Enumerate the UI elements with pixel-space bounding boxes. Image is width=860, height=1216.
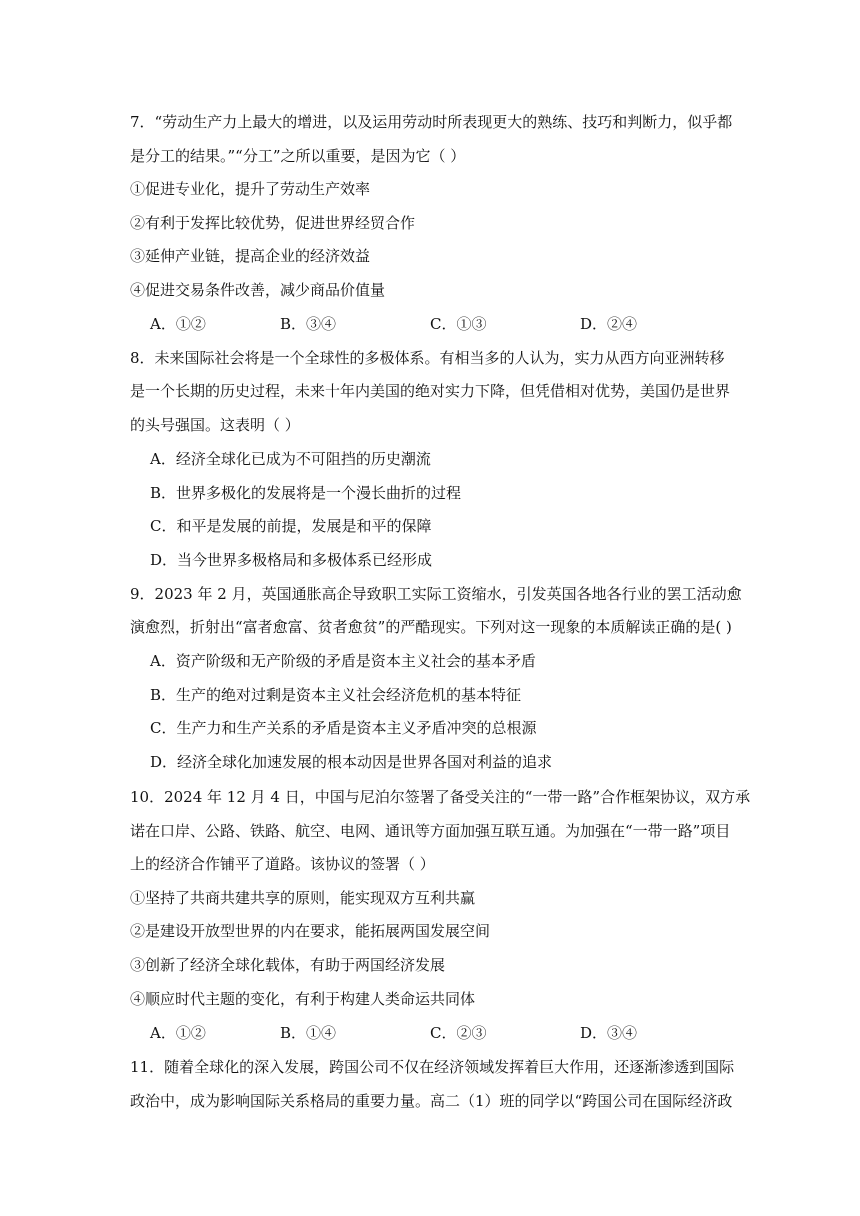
- q8-stem-line-3: 的头号强国。这表明（ ）: [130, 416, 300, 434]
- q8-stem-line-1: 8．未来国际社会将是一个全球性的多极体系。有相当多的人认为，实力从西方向亚洲转移: [130, 349, 725, 367]
- q9-stem-line-2: 演愈烈，折射出“富者愈富、贫者愈贫”的严酷现实。下列对这一现象的本质解读正确的是( ): [130, 618, 732, 636]
- q10-choice-c: C．②③: [430, 1024, 487, 1042]
- q10-choice-d: D．③④: [580, 1024, 638, 1042]
- q7-stem-line-1: 7．“劳动生产力上最大的增进，以及运用劳动时所表现更大的熟练、技巧和判断力，似乎都: [130, 113, 733, 131]
- q8-stem-line-2: 是一个长期的历史过程，未来十年内美国的绝对实力下降，但凭借相对优势，美国仍是世界: [130, 382, 731, 400]
- q7-statement-2: ②有利于发挥比较优势，促进世界经贸合作: [130, 214, 416, 232]
- q8-option-d: D．当今世界多极格局和多极体系已经形成: [150, 551, 433, 569]
- q9-option-d: D．经济全球化加速发展的根本动因是世界各国对利益的追求: [150, 753, 553, 771]
- q7-statement-4: ④促进交易条件改善，减少商品价值量: [130, 281, 386, 299]
- q8-option-c: C．和平是发展的前提，发展是和平的保障: [150, 517, 432, 535]
- q11-stem-line-1: 11．随着全球化的深入发展，跨国公司不仅在经济领域发挥着巨大作用，还逐渐渗透到国际: [130, 1058, 735, 1076]
- q7-statement-3: ③延伸产业链，提高企业的经济效益: [130, 247, 371, 265]
- q10-statement-1: ①坚持了共商共建共享的原则，能实现双方互利共赢: [130, 889, 476, 907]
- q9-option-c: C．生产力和生产关系的矛盾是资本主义矛盾冲突的总根源: [150, 719, 537, 737]
- q7-choices: [150, 314, 710, 334]
- q9-option-a: A．资产阶级和无产阶级的矛盾是资本主义社会的基本矛盾: [150, 652, 536, 670]
- q8-option-b: B．世界多极化的发展将是一个漫长曲折的过程: [150, 484, 462, 502]
- q9-stem-line-1: 9．2023 年 2 月，英国通胀高企导致职工实际工资缩水，引发英国各地各行业的罢工活动愈: [130, 585, 742, 603]
- q10-stem-line-2: 诺在口岸、公路、铁路、航空、电网、通讯等方面加强互联互通。为加强在“一带一路”项目: [130, 822, 731, 840]
- q10-choice-b: B．①④: [280, 1024, 337, 1042]
- q7-choice-d: D．②④: [580, 315, 638, 333]
- q7-stem-line-2: 是分工的结果。”“分工”之所以重要，是因为它（ ）: [130, 147, 466, 165]
- q10-statement-2: ②是建设开放型世界的内在要求，能拓展两国发展空间: [130, 922, 491, 940]
- q7-statement-1: ①促进专业化，提升了劳动生产效率: [130, 180, 371, 198]
- q10-statement-3: ③创新了经济全球化载体，有助于两国经济发展: [130, 956, 446, 974]
- q7-choice-a: A．①②: [150, 315, 206, 333]
- q10-choices: [150, 1023, 710, 1043]
- q7-choice-c: C．①③: [430, 315, 487, 333]
- q10-stem-line-3: 上的经济合作铺平了道路。该协议的签署（ ）: [130, 855, 435, 873]
- q10-choice-a: A．①②: [150, 1024, 206, 1042]
- q10-statement-4: ④顺应时代主题的变化，有利于构建人类命运共同体: [130, 990, 476, 1008]
- q7-choice-b: B．③④: [280, 315, 337, 333]
- q10-stem-line-1: 10．2024 年 12 月 4 日，中国与尼泊尔签署了备受关注的“一带一路”合作框架协议，双方承: [130, 788, 751, 806]
- q9-option-b: B．生产的绝对过剩是资本主义社会经济危机的基本特征: [150, 686, 522, 704]
- q11-stem-line-2: 政治中，成为影响国际关系格局的重要力量。高二（1）班的同学以“跨国公司在国际经济政: [130, 1092, 733, 1110]
- q8-option-a: A．经济全球化已成为不可阻挡的历史潮流: [150, 450, 431, 468]
